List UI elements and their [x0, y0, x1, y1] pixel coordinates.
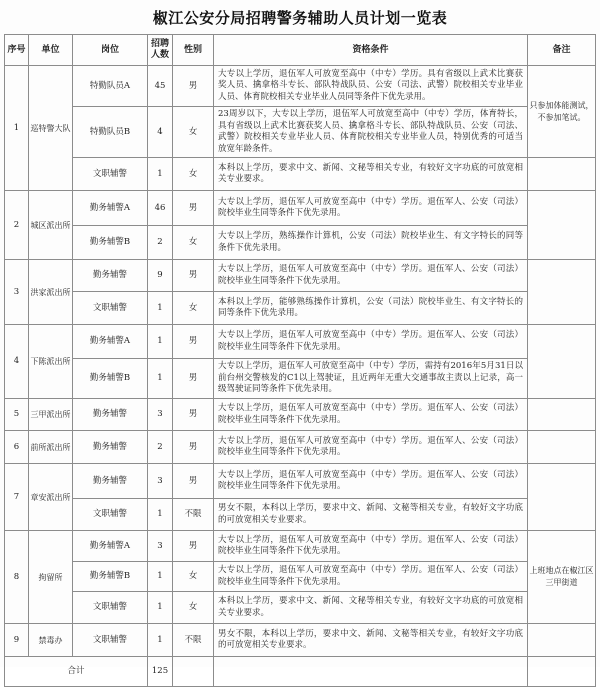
cell-gender: 男 — [173, 531, 214, 562]
cell-qualification: 大专以上学历，退伍军人可放宽至高中（中专）学历。退伍军人、公安（司法）院校毕业生同等条件下优先录用。 — [214, 260, 528, 292]
table-row — [5, 399, 596, 431]
cell-position: 勤务辅警 — [73, 260, 148, 292]
total-remark — [528, 657, 596, 687]
cell-unit: 禁毒办 — [29, 624, 73, 657]
cell-remark: 上班地点在椒江区三甲街道 — [528, 531, 596, 624]
cell-qualification: 23周岁以下，大专以上学历，退伍军人可放宽至高中（中专）学历，体育特长，具有省级以上武术比赛获奖人员、擒拿格斗专长、部队特战队员、公安（司法、武警）院校相关专业毕业人员、体育院校相关专业毕业人员，特别优秀的可适当放宽年龄条件。 — [214, 107, 528, 158]
cell-unit: 巡特警大队 — [29, 66, 73, 191]
cell-gender: 男 — [173, 399, 214, 431]
cell-unit: 拘留所 — [29, 531, 73, 624]
cell-remark — [528, 624, 596, 657]
col-header-unit: 单位 — [29, 35, 73, 66]
cell-qualification: 大专以上学历，退伍军人可放宽至高中（中专）学历。退伍军人、公安（司法）院校毕业生同等条件下优先录用。 — [214, 191, 528, 226]
cell-count: 9 — [148, 260, 173, 292]
cell-position: 勤务辅警A — [73, 531, 148, 562]
cell-qualification: 男女不限，本科以上学历，要求中文、新闻、文秘等相关专业，有较好文字功底的可放宽相关专业要求。 — [214, 624, 528, 657]
cell-gender: 不限 — [173, 499, 214, 531]
cell-count: 1 — [148, 292, 173, 325]
cell-unit: 章安派出所 — [29, 464, 73, 531]
cell-position: 文职辅警 — [73, 499, 148, 531]
cell-gender: 男 — [173, 359, 214, 399]
cell-count: 3 — [148, 531, 173, 562]
cell-unit: 三甲派出所 — [29, 399, 73, 431]
cell-count: 1 — [148, 562, 173, 592]
cell-qualification: 大专以上学历，退伍军人可放宽至高中（中专）学历。退伍军人、公安（司法）院校毕业生同等条件下优先录用。 — [214, 325, 528, 359]
cell-count: 2 — [148, 226, 173, 260]
cell-position: 文职辅警 — [73, 592, 148, 624]
total-label: 合计 — [5, 657, 148, 687]
cell-remark — [528, 464, 596, 531]
cell-index: 2 — [5, 191, 29, 260]
cell-index: 4 — [5, 325, 29, 399]
table-row — [5, 260, 596, 292]
cell-qualification: 大专以上学历，退伍军人可放宽至高中（中专）学历，需持有2016年5月31日以前台州交警核发的C1以上驾驶证，且近两年无重大交通事故主责以上记录，高一级驾驶证同等条件下优先录用。 — [214, 359, 528, 399]
cell-position: 勤务辅警 — [73, 431, 148, 464]
table-row — [5, 158, 596, 191]
cell-gender: 男 — [173, 260, 214, 292]
cell-gender: 女 — [173, 292, 214, 325]
cell-count: 1 — [148, 325, 173, 359]
cell-gender: 男 — [173, 191, 214, 226]
cell-count: 3 — [148, 399, 173, 431]
cell-unit: 洪家派出所 — [29, 260, 73, 325]
table-row — [5, 562, 596, 592]
cell-position: 勤务辅警 — [73, 464, 148, 499]
cell-count: 45 — [148, 66, 173, 107]
total-gender — [173, 657, 214, 687]
table-row — [5, 325, 596, 359]
cell-position: 勤务辅警A — [73, 191, 148, 226]
cell-gender: 男 — [173, 464, 214, 499]
col-header-position: 岗位 — [73, 35, 148, 66]
cell-gender: 不限 — [173, 624, 214, 657]
page-title: 椒江公安分局招聘警务辅助人员计划一览表 — [152, 9, 448, 27]
cell-count: 3 — [148, 464, 173, 499]
cell-remark — [528, 158, 596, 191]
cell-gender: 女 — [173, 226, 214, 260]
table-row — [5, 499, 596, 531]
cell-position: 勤务辅警A — [73, 325, 148, 359]
cell-count: 4 — [148, 107, 173, 158]
cell-gender: 女 — [173, 107, 214, 158]
table-row — [5, 292, 596, 325]
cell-qualification: 大专以上学历，熟练操作计算机，公安（司法）院校毕业生、有文字特长的同等条件下优先录用。 — [214, 226, 528, 260]
table-row — [5, 592, 596, 624]
cell-qualification: 大专以上学历，退伍军人可放宽至高中（中专）学历。退伍军人、公安（司法）院校毕业生同等条件下优先录用。 — [214, 399, 528, 431]
total-row — [5, 657, 596, 687]
cell-index: 8 — [5, 531, 29, 624]
cell-qualification: 男女不限，本科以上学历，要求中文、新闻、文秘等相关专业，有较好文字功底的可放宽相关专业要求。 — [214, 499, 528, 531]
cell-gender: 男 — [173, 325, 214, 359]
cell-count: 1 — [148, 499, 173, 531]
cell-unit: 下陈派出所 — [29, 325, 73, 399]
cell-gender: 女 — [173, 562, 214, 592]
cell-qualification: 本科以上学历，要求中文、新闻、文秘等相关专业，有较好文字功底的可放宽相关专业要求。 — [214, 158, 528, 191]
cell-count: 1 — [148, 359, 173, 399]
cell-index: 1 — [5, 66, 29, 191]
cell-position: 特勤队员B — [73, 107, 148, 158]
cell-qualification: 本科以上学历，要求中文、新闻、文秘等相关专业，有较好文字功底的可放宽相关专业要求。 — [214, 592, 528, 624]
table-row — [5, 107, 596, 158]
cell-position: 勤务辅警B — [73, 359, 148, 399]
cell-index: 7 — [5, 464, 29, 531]
table-row — [5, 464, 596, 499]
cell-position: 勤务辅警 — [73, 399, 148, 431]
cell-unit: 前所派出所 — [29, 431, 73, 464]
total-count: 125 — [148, 657, 173, 687]
col-header-index: 序号 — [5, 35, 29, 66]
total-qualification — [214, 657, 528, 687]
cell-remark: 只参加体能测试，不参加笔试。 — [528, 66, 596, 158]
cell-position: 勤务辅警B — [73, 562, 148, 592]
cell-qualification: 大专以上学历，退伍军人可放宽至高中（中专）学历。退伍军人、公安（司法）院校毕业生同等条件下优先录用。 — [214, 464, 528, 499]
cell-position: 文职辅警 — [73, 624, 148, 657]
cell-index: 6 — [5, 431, 29, 464]
recruitment-table — [4, 34, 596, 687]
col-header-gender: 性别 — [173, 35, 214, 66]
table-row — [5, 359, 596, 399]
cell-position: 文职辅警 — [73, 158, 148, 191]
cell-index: 3 — [5, 260, 29, 325]
cell-remark — [528, 325, 596, 399]
cell-gender: 女 — [173, 158, 214, 191]
cell-remark — [528, 431, 596, 464]
cell-count: 1 — [148, 592, 173, 624]
cell-qualification: 本科以上学历，能够熟练操作计算机，公安（司法）院校毕业生、有文字特长的同等条件下优先录用。 — [214, 292, 528, 325]
cell-position: 勤务辅警B — [73, 226, 148, 260]
cell-gender: 男 — [173, 66, 214, 107]
cell-unit: 城区派出所 — [29, 191, 73, 260]
col-header-count: 招聘人数 — [148, 35, 173, 66]
cell-count: 46 — [148, 191, 173, 226]
table-row — [5, 624, 596, 657]
table-row — [5, 531, 596, 562]
table-row — [5, 431, 596, 464]
cell-index: 5 — [5, 399, 29, 431]
col-header-remark: 备注 — [528, 35, 596, 66]
table-row — [5, 66, 596, 107]
cell-gender: 女 — [173, 592, 214, 624]
cell-qualification: 大专以上学历，退伍军人可放宽至高中（中专）学历。退伍军人、公安（司法）院校毕业生同等条件下优先录用。 — [214, 531, 528, 562]
cell-gender: 男 — [173, 431, 214, 464]
table-row — [5, 191, 596, 226]
col-header-qualification: 资格条件 — [214, 35, 528, 66]
cell-index: 9 — [5, 624, 29, 657]
table-row — [5, 226, 596, 260]
cell-position: 特勤队员A — [73, 66, 148, 107]
cell-remark — [528, 260, 596, 325]
cell-count: 2 — [148, 431, 173, 464]
cell-count: 1 — [148, 624, 173, 657]
cell-remark — [528, 399, 596, 431]
cell-remark — [528, 191, 596, 260]
header-row — [5, 35, 596, 66]
cell-qualification: 大专以上学历，退伍军人可放宽至高中（中专）学历。退伍军人、公安（司法）院校毕业生同等条件下优先录用。 — [214, 431, 528, 464]
cell-qualification: 大专以上学历，退伍军人可放宽至高中（中专）学历。具有省级以上武术比赛获奖人员、擒拿格斗专长、部队特战队员、公安（司法、武警）院校相关专业毕业人员、体育院校相关专业毕业人员同等条件下优先录用。 — [214, 66, 528, 107]
cell-qualification: 大专以上学历，退伍军人可放宽至高中（中专）学历。退伍军人、公安（司法）院校毕业生同等条件下优先录用。 — [214, 562, 528, 592]
cell-count: 1 — [148, 158, 173, 191]
cell-position: 文职辅警 — [73, 292, 148, 325]
